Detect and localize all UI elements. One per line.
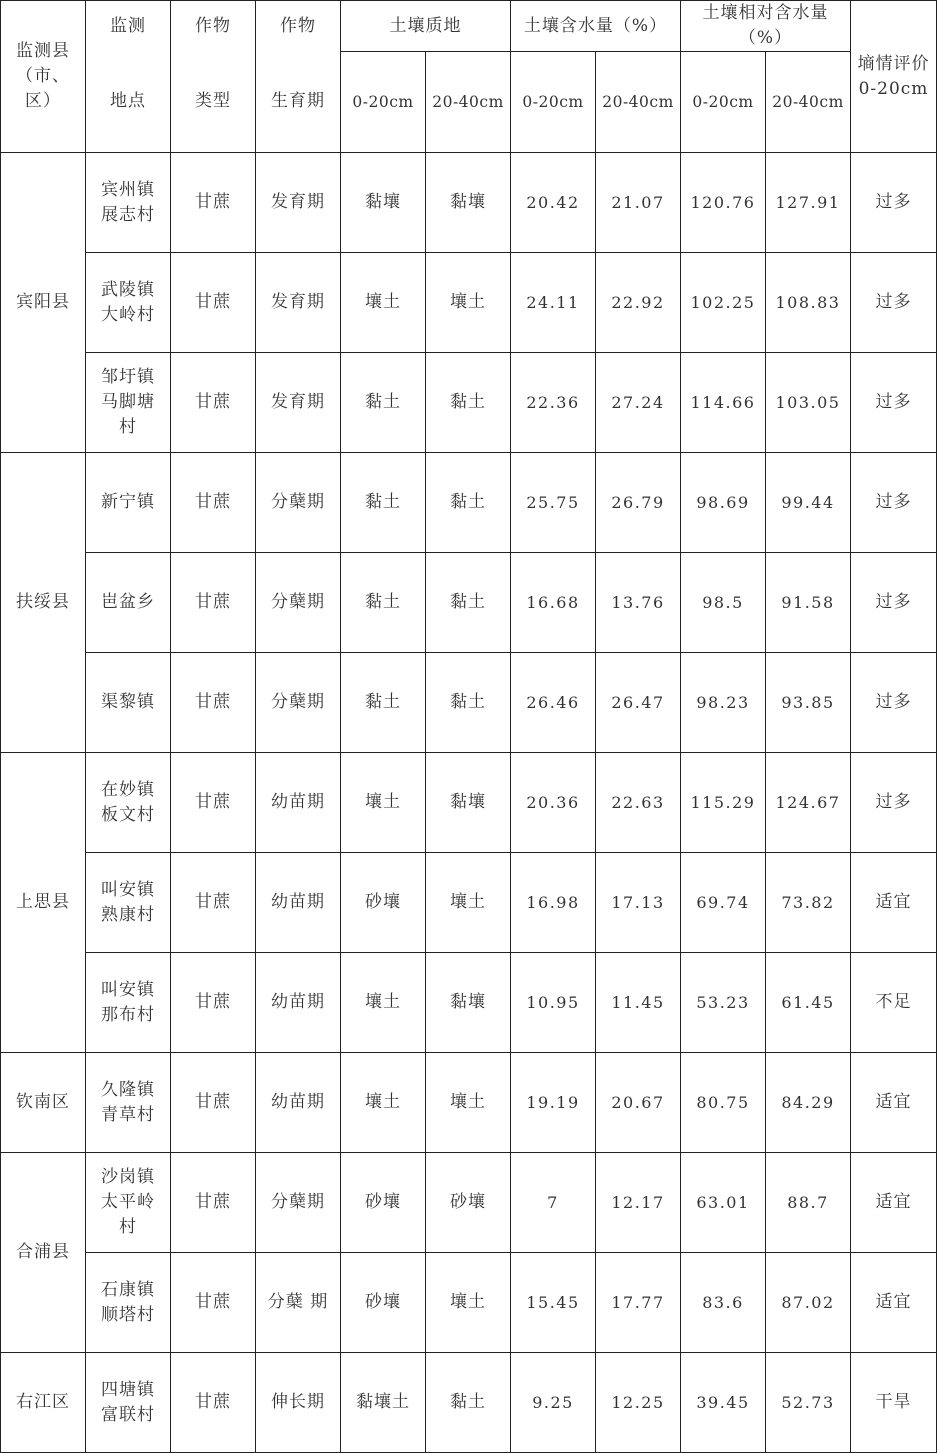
cell-relative-20-40: 93.85 [766,653,851,753]
table-body [1,153,937,1453]
cell-moisture-20-40: 22.92 [596,253,681,353]
cell-moisture-0-20: 19.19 [511,1053,596,1153]
cell-relative-0-20: 80.75 [681,1053,766,1153]
cell-crop-type: 甘蔗 [171,153,256,253]
header-relative-moisture: 土壤相对含水量（%） [681,1,851,52]
cell-evaluation: 过多 [851,353,937,453]
cell-texture-20-40: 黏土 [426,653,511,753]
header-crop-stage-top: 作物 [256,1,341,52]
cell-relative-0-20: 69.74 [681,853,766,953]
cell-evaluation: 过多 [851,453,937,553]
cell-moisture-0-20: 16.68 [511,553,596,653]
header-texture-0-20: 0-20cm [341,52,426,153]
cell-crop-stage: 分蘖期 [256,1153,341,1253]
cell-evaluation: 适宜 [851,853,937,953]
cell-site: 渠黎镇 [86,653,171,753]
cell-moisture-20-40: 26.47 [596,653,681,753]
cell-crop-type: 甘蔗 [171,953,256,1053]
cell-crop-stage: 分蘖期 [256,453,341,553]
cell-evaluation: 过多 [851,753,937,853]
cell-relative-0-20: 98.23 [681,653,766,753]
header-crop-type-top: 作物 [171,1,256,52]
cell-relative-20-40: 103.05 [766,353,851,453]
cell-texture-20-40: 黏壤 [426,153,511,253]
cell-moisture-0-20: 7 [511,1153,596,1253]
cell-site: 四塘镇富联村 [86,1353,171,1453]
cell-site: 新宁镇 [86,453,171,553]
header-texture-20-40: 20-40cm [426,52,511,153]
cell-texture-20-40: 黏壤 [426,753,511,853]
cell-moisture-20-40: 11.45 [596,953,681,1053]
cell-relative-0-20: 39.45 [681,1353,766,1453]
cell-crop-type: 甘蔗 [171,253,256,353]
cell-county: 上思县 [1,753,86,1053]
header-moisture-20-40: 20-40cm [596,52,681,153]
cell-crop-stage: 幼苗期 [256,753,341,853]
cell-moisture-0-20: 10.95 [511,953,596,1053]
cell-moisture-0-20: 9.25 [511,1353,596,1453]
header-texture: 土壤质地 [341,1,511,52]
cell-relative-20-40: 73.82 [766,853,851,953]
cell-crop-stage: 发育期 [256,153,341,253]
cell-crop-stage: 发育期 [256,353,341,453]
cell-relative-20-40: 84.29 [766,1053,851,1153]
cell-texture-0-20: 黏壤 [341,153,426,253]
cell-texture-0-20: 黏土 [341,653,426,753]
table-row [1,653,937,753]
cell-moisture-20-40: 17.13 [596,853,681,953]
header-site-bottom: 地点 [86,52,171,153]
cell-crop-type: 甘蔗 [171,853,256,953]
cell-moisture-0-20: 16.98 [511,853,596,953]
cell-moisture-20-40: 12.17 [596,1153,681,1253]
cell-texture-0-20: 壤土 [341,953,426,1053]
cell-county: 钦南区 [1,1053,86,1153]
cell-evaluation: 不足 [851,953,937,1053]
cell-texture-0-20: 壤土 [341,253,426,353]
cell-county: 右江区 [1,1353,86,1453]
table-row [1,753,937,853]
cell-relative-0-20: 53.23 [681,953,766,1053]
header-relative-20-40: 20-40cm [766,52,851,153]
table-row [1,353,937,453]
header-site-top: 监测 [86,1,171,52]
cell-site: 石康镇顺塔村 [86,1253,171,1353]
table-row [1,1153,937,1253]
cell-site: 宾州镇展志村 [86,153,171,253]
cell-moisture-20-40: 13.76 [596,553,681,653]
cell-crop-type: 甘蔗 [171,1353,256,1453]
header-moisture-0-20: 0-20cm [511,52,596,153]
cell-county: 宾阳县 [1,153,86,453]
cell-moisture-0-20: 15.45 [511,1253,596,1353]
cell-relative-20-40: 108.83 [766,253,851,353]
cell-moisture-20-40: 21.07 [596,153,681,253]
table-row [1,553,937,653]
cell-crop-stage: 分蘖期 [256,553,341,653]
cell-texture-0-20: 壤土 [341,1053,426,1153]
cell-moisture-0-20: 20.42 [511,153,596,253]
header-county: 监测县（市、区） [1,1,86,153]
header-crop-type-bottom: 类型 [171,52,256,153]
cell-crop-type: 甘蔗 [171,553,256,653]
cell-relative-0-20: 98.5 [681,553,766,653]
cell-moisture-20-40: 20.67 [596,1053,681,1153]
cell-relative-0-20: 83.6 [681,1253,766,1353]
cell-texture-20-40: 黏壤 [426,953,511,1053]
cell-crop-type: 甘蔗 [171,1053,256,1153]
cell-texture-0-20: 黏土 [341,453,426,553]
cell-relative-20-40: 124.67 [766,753,851,853]
cell-site: 武陵镇大岭村 [86,253,171,353]
cell-crop-type: 甘蔗 [171,1253,256,1353]
cell-moisture-0-20: 24.11 [511,253,596,353]
cell-evaluation: 过多 [851,653,937,753]
cell-crop-stage: 发育期 [256,253,341,353]
cell-crop-stage: 分蘖 期 [256,1253,341,1353]
table-row [1,453,937,553]
cell-relative-0-20: 115.29 [681,753,766,853]
cell-evaluation: 适宜 [851,1153,937,1253]
cell-texture-0-20: 壤土 [341,753,426,853]
cell-moisture-0-20: 25.75 [511,453,596,553]
cell-relative-20-40: 52.73 [766,1353,851,1453]
cell-crop-type: 甘蔗 [171,353,256,453]
cell-relative-0-20: 102.25 [681,253,766,353]
cell-texture-0-20: 砂壤 [341,853,426,953]
cell-relative-20-40: 127.91 [766,153,851,253]
cell-county: 扶绥县 [1,453,86,753]
cell-moisture-0-20: 20.36 [511,753,596,853]
table-row [1,953,937,1053]
cell-relative-0-20: 98.69 [681,453,766,553]
cell-site: 沙岗镇太平岭村 [86,1153,171,1253]
cell-moisture-20-40: 26.79 [596,453,681,553]
cell-site: 叫安镇那布村 [86,953,171,1053]
table-row [1,253,937,353]
cell-texture-0-20: 砂壤 [341,1253,426,1353]
cell-texture-0-20: 黏土 [341,553,426,653]
cell-crop-type: 甘蔗 [171,1153,256,1253]
cell-evaluation: 适宜 [851,1253,937,1353]
cell-site: 叫安镇熟康村 [86,853,171,953]
cell-moisture-0-20: 22.36 [511,353,596,453]
header-relative-0-20: 0-20cm [681,52,766,153]
cell-crop-stage: 幼苗期 [256,853,341,953]
table-row [1,1053,937,1153]
cell-relative-20-40: 61.45 [766,953,851,1053]
cell-site: 岜盆乡 [86,553,171,653]
table-row [1,1353,937,1453]
cell-evaluation: 过多 [851,553,937,653]
cell-county: 合浦县 [1,1153,86,1353]
cell-moisture-0-20: 26.46 [511,653,596,753]
cell-evaluation: 过多 [851,253,937,353]
table-row [1,853,937,953]
header-evaluation: 墒情评价0-20cm [851,1,937,153]
cell-site: 久隆镇青草村 [86,1053,171,1153]
cell-texture-0-20: 黏土 [341,353,426,453]
cell-moisture-20-40: 22.63 [596,753,681,853]
cell-moisture-20-40: 17.77 [596,1253,681,1353]
cell-crop-stage: 分蘖期 [256,653,341,753]
cell-evaluation: 适宜 [851,1053,937,1153]
header-moisture: 土壤含水量（%） [511,1,681,52]
cell-texture-20-40: 黏土 [426,553,511,653]
cell-site: 在妙镇板文村 [86,753,171,853]
cell-moisture-20-40: 27.24 [596,353,681,453]
cell-crop-type: 甘蔗 [171,453,256,553]
cell-relative-20-40: 88.7 [766,1153,851,1253]
table-row [1,1253,937,1353]
cell-crop-type: 甘蔗 [171,753,256,853]
cell-relative-0-20: 114.66 [681,353,766,453]
cell-texture-20-40: 壤土 [426,853,511,953]
cell-texture-20-40: 壤土 [426,1053,511,1153]
cell-relative-0-20: 120.76 [681,153,766,253]
cell-site: 邹圩镇马脚塘村 [86,353,171,453]
cell-relative-20-40: 91.58 [766,553,851,653]
cell-texture-20-40: 黏土 [426,453,511,553]
cell-evaluation: 干旱 [851,1353,937,1453]
cell-relative-0-20: 63.01 [681,1153,766,1253]
cell-texture-20-40: 黏土 [426,1353,511,1453]
cell-relative-20-40: 87.02 [766,1253,851,1353]
cell-texture-0-20: 黏壤土 [341,1353,426,1453]
cell-crop-stage: 幼苗期 [256,1053,341,1153]
header-crop-stage-bottom: 生育期 [256,52,341,153]
cell-texture-0-20: 砂壤 [341,1153,426,1253]
cell-moisture-20-40: 12.25 [596,1353,681,1453]
cell-texture-20-40: 壤土 [426,253,511,353]
cell-relative-20-40: 99.44 [766,453,851,553]
cell-evaluation: 过多 [851,153,937,253]
cell-crop-stage: 幼苗期 [256,953,341,1053]
cell-texture-20-40: 砂壤 [426,1153,511,1253]
table-row [1,153,937,253]
cell-crop-stage: 伸长期 [256,1353,341,1453]
cell-texture-20-40: 黏土 [426,353,511,453]
cell-texture-20-40: 壤土 [426,1253,511,1353]
cell-crop-type: 甘蔗 [171,653,256,753]
